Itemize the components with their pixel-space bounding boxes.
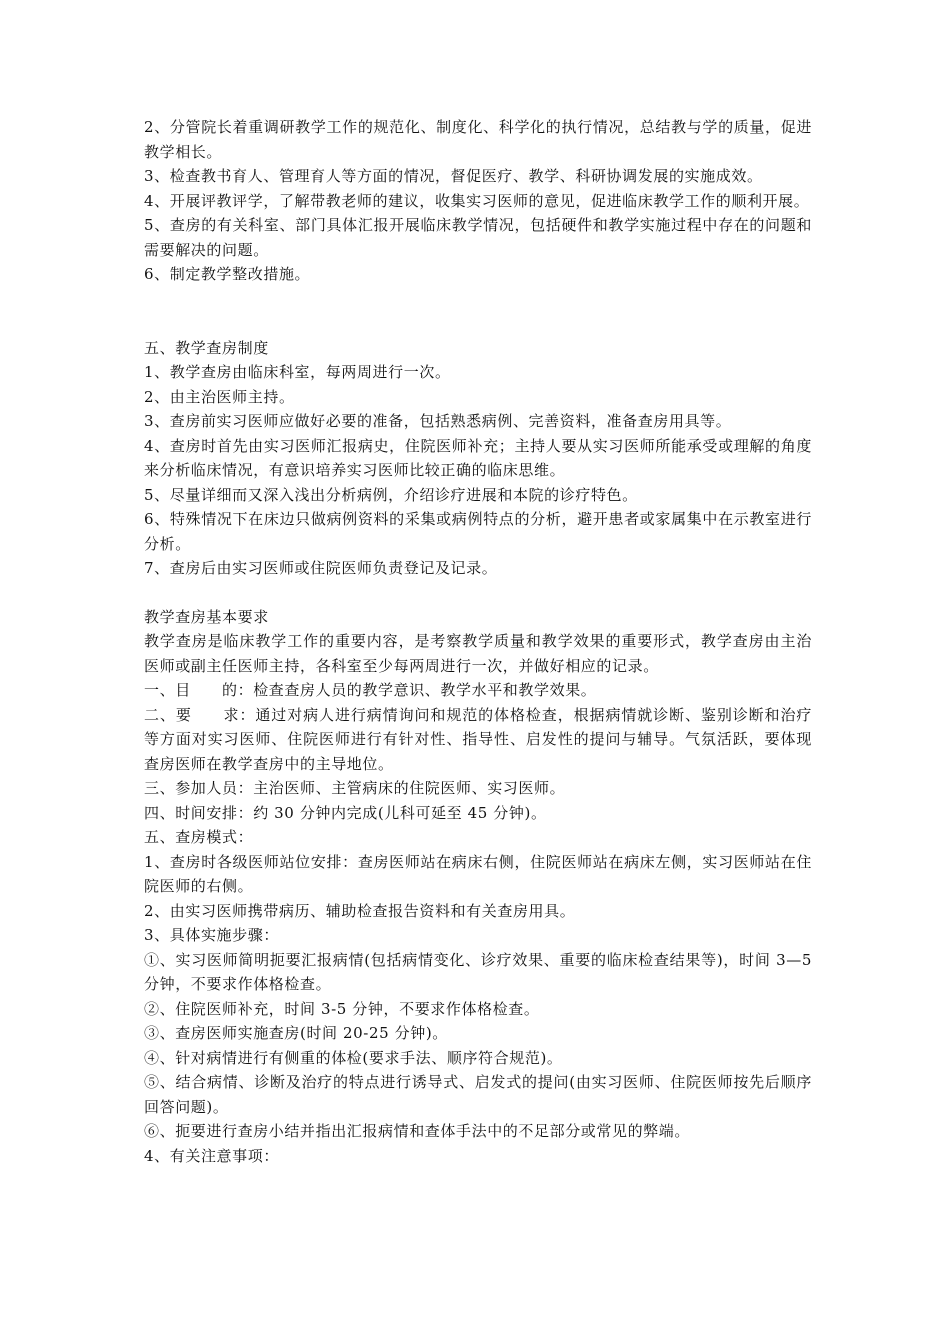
spacer	[144, 581, 812, 605]
paragraph: 五、查房模式：	[144, 828, 254, 846]
paragraph: 四、时间安排：约 30 分钟内完成(儿科可延至 45 分钟)。	[144, 803, 547, 822]
spacer	[144, 287, 812, 336]
paragraph: 6、制定教学整改措施。	[144, 265, 311, 283]
intro-paragraph: 教学查房是临床教学工作的重要内容，是考察教学质量和教学效果的重要形式，教学查房由主治医师或副主任医师主持，各科室至少每两周进行一次，并做好相应的记录。	[144, 632, 812, 675]
paragraph: 2、由实习医师携带病历、辅助检查报告资料和有关查房用具。	[144, 901, 576, 920]
paragraph: 5、尽量详细而又深入浅出分析病例，介绍诊疗进展和本院的诊疗特色。	[144, 485, 638, 504]
paragraph: 4、查房时首先由实习医师汇报病史，住院医师补充；主持人要从实习医师所能承受或理解的角度来分析临床情况，有意识培养实习医师比较正确的临床思维。	[144, 436, 812, 479]
paragraph: 4、开展评教评学，了解带教老师的建议，收集实习医师的意见，促进临床教学工作的顺利开展。	[144, 191, 810, 210]
paragraph: 2、由主治医师主持。	[144, 387, 295, 406]
document-body	[144, 115, 812, 1168]
paragraph: 7、查房后由实习医师或住院医师负责登记及记录。	[144, 559, 498, 577]
section-heading-teaching-rounds-system: 五、教学查房制度	[144, 338, 269, 357]
paragraph: 3、检查教书育人、管理育人等方面的情况，督促医疗、教学、科研协调发展的实施成效。	[144, 167, 763, 185]
paragraph: ⑤、结合病情、诊断及治疗的特点进行诱导式、启发式的提问(由实习医师、住院医师按先后顺序回答问题)。	[144, 1073, 812, 1116]
paragraph: 5、查房的有关科室、部门具体汇报开展临床教学情况，包括硬件和教学实施过程中存在的问题和需要解决的问题。	[144, 216, 812, 259]
paragraph: ②、住院医师补充，时间 3-5 分钟，不要求作体格检查。	[144, 999, 540, 1018]
paragraph: 1、教学查房由临床科室，每两周进行一次。	[144, 363, 451, 381]
paragraph: 二、要 求：通过对病人进行病情询问和规范的体格检查，根据病情就诊断、鉴别诊断和治疗等方面对实习医师、住院医师进行有针对性、指导性、启发性的提问与辅导。气氛活跃，要体现查房医师在教学查房中的主导地位。	[144, 705, 812, 773]
paragraph: 1、查房时各级医师站位安排：查房医师站在病床右侧，住院医师站在病床左侧，实习医师站在住院医师的右侧。	[144, 852, 812, 895]
paragraph: 三、参加人员：主治医师、主管病床的住院医师、实习医师。	[144, 779, 566, 797]
paragraph: ③、查房医师实施查房(时间 20-25 分钟)。	[144, 1024, 448, 1042]
paragraph: 4、有关注意事项：	[144, 1146, 279, 1165]
section-heading-basic-requirements: 教学查房基本要求	[144, 607, 269, 626]
paragraph: ①、实习医师简明扼要汇报病情(包括病情变化、诊疗效果、重要的临床检查结果等)，时间 3—5 分钟，不要求作体格检查。	[144, 950, 812, 993]
paragraph: 6、特殊情况下在床边只做病例资料的采集或病例特点的分析，避开患者或家属集中在示教室进行分析。	[144, 510, 812, 553]
paragraph: 一、目 的：检查查房人员的教学意识、教学水平和教学效果。	[144, 681, 597, 699]
paragraph: ⑥、扼要进行查房小结并指出汇报病情和查体手法中的不足部分或常见的弊端。	[144, 1122, 691, 1140]
paragraph: 3、查房前实习医师应做好必要的准备，包括熟悉病例、完善资料，准备查房用具等。	[144, 412, 732, 430]
paragraph: ④、针对病情进行有侧重的体检(要求手法、顺序符合规范)。	[144, 1048, 563, 1067]
paragraph: 3、具体实施步骤：	[144, 926, 279, 944]
paragraph: 2、分管院长着重调研教学工作的规范化、制度化、科学化的执行情况，总结教与学的质量，促进教学相长。	[144, 118, 812, 161]
